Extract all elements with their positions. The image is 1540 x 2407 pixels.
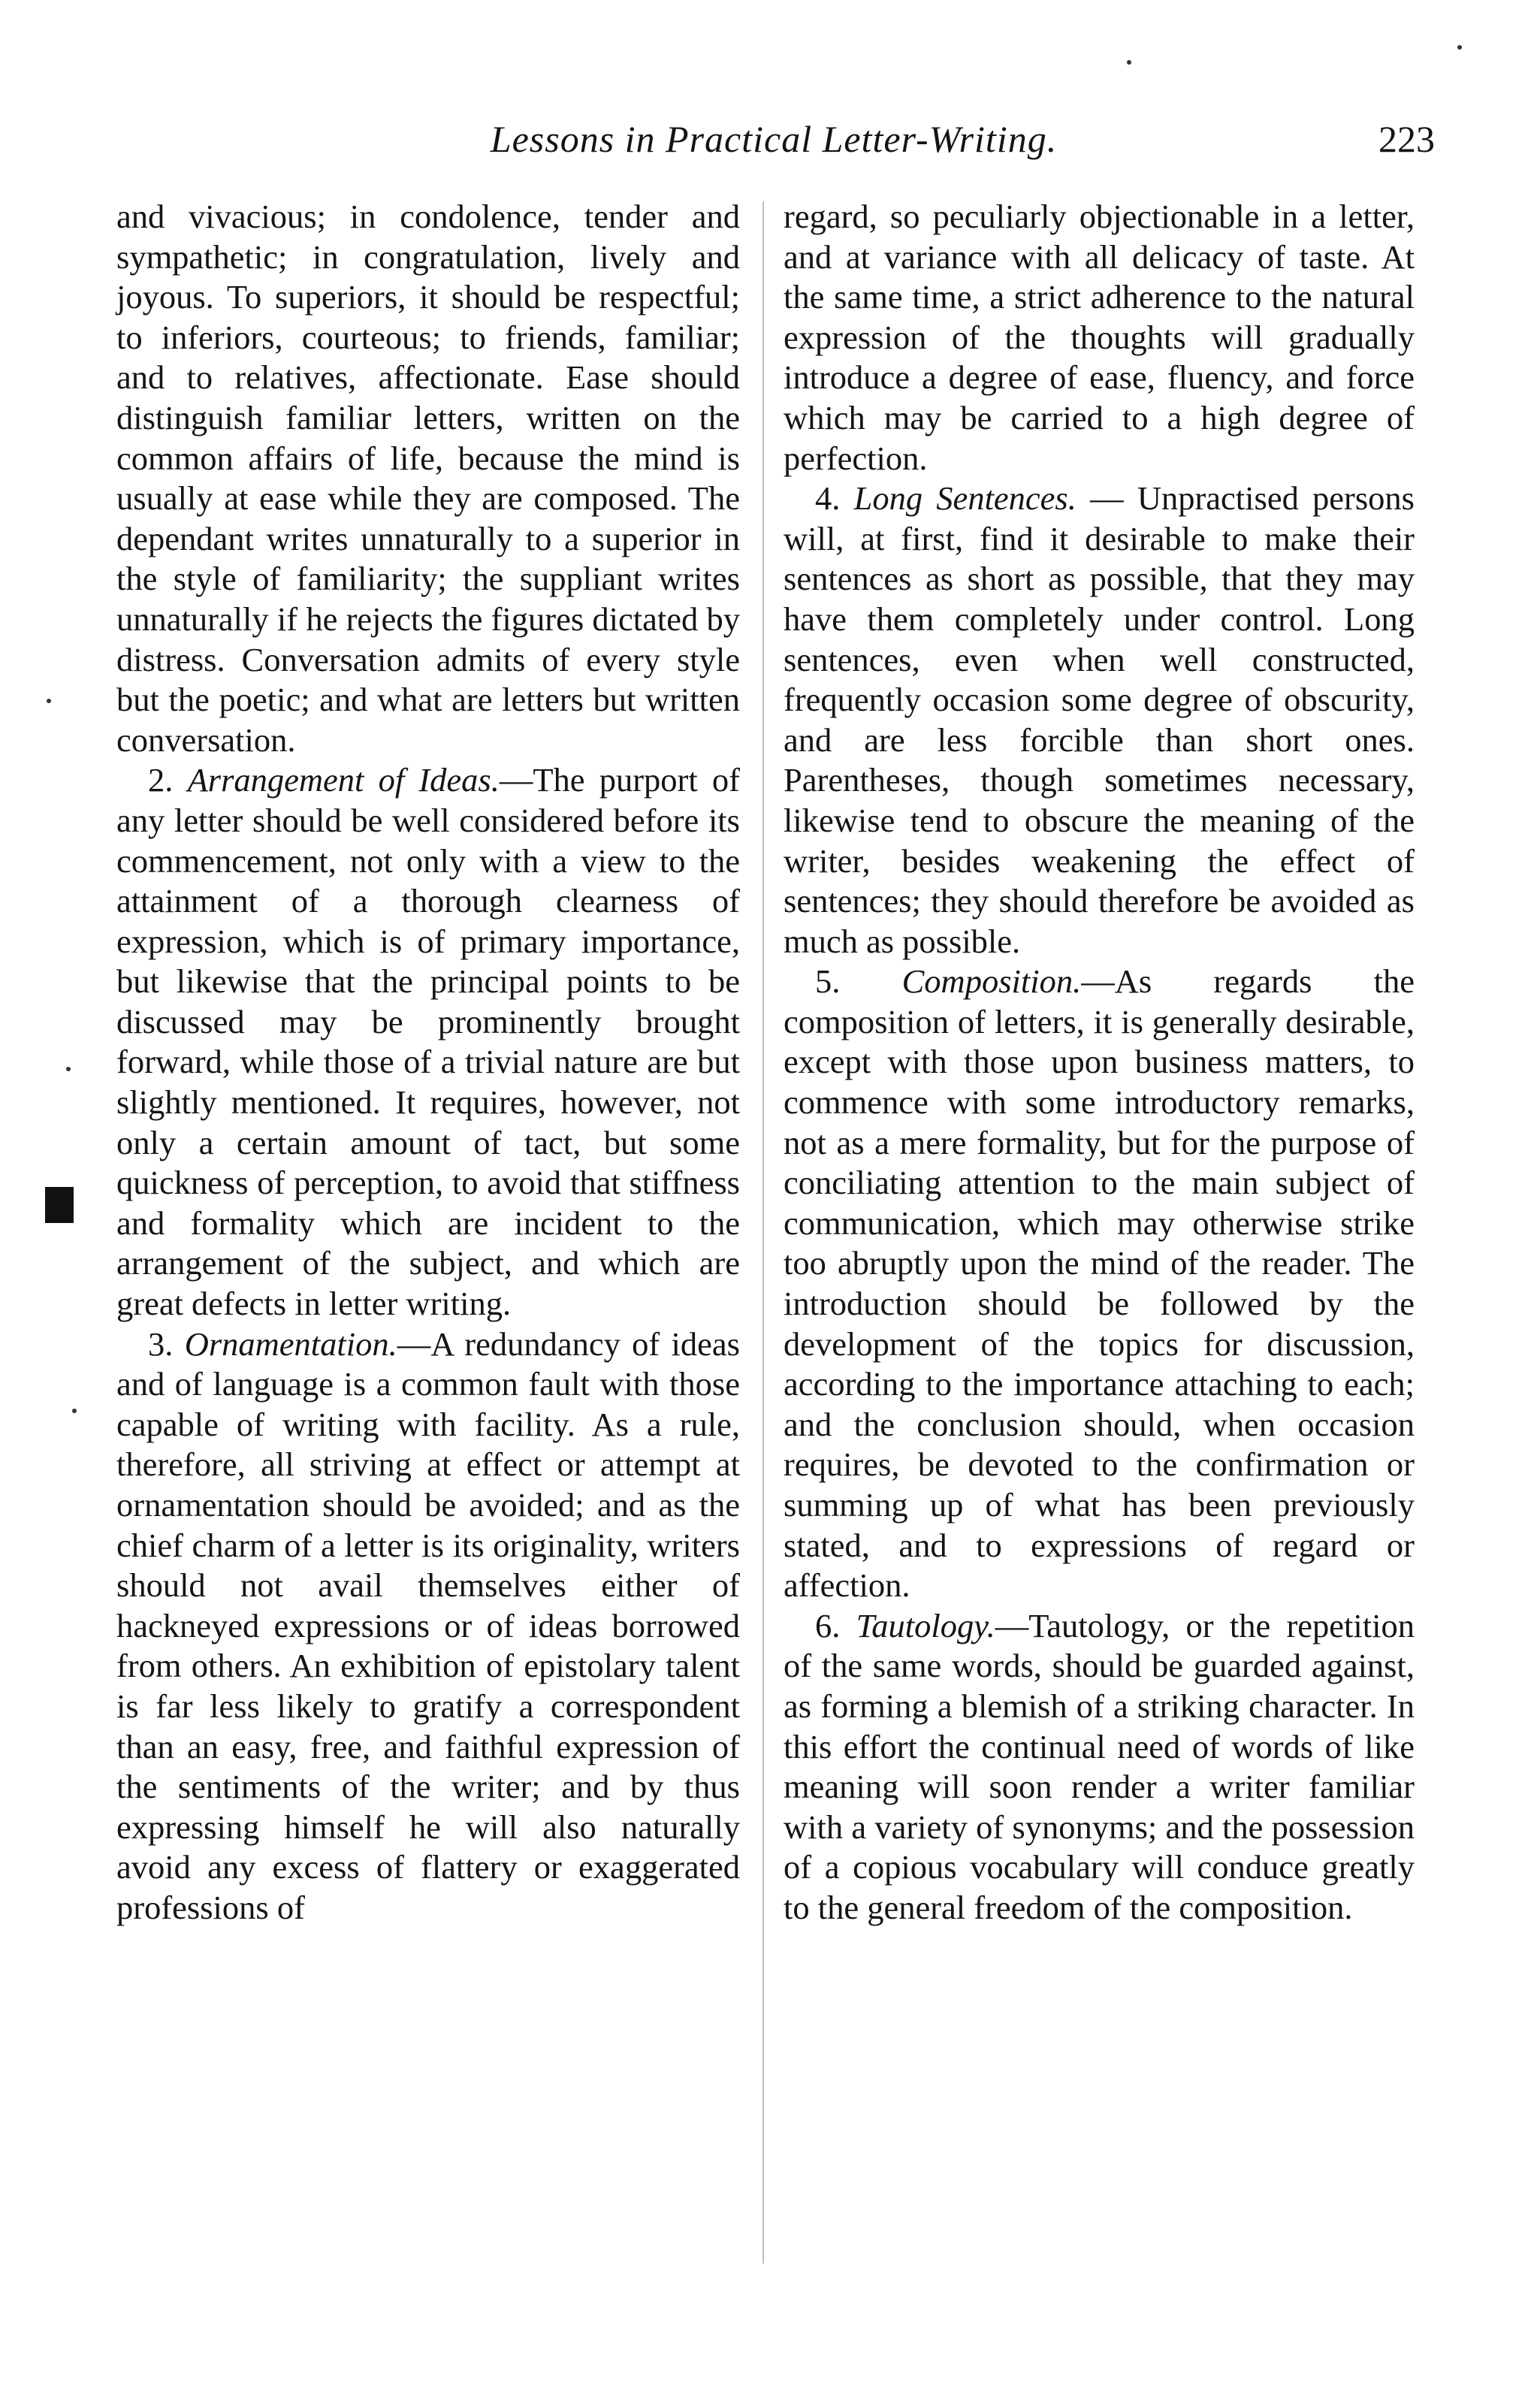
section-title: Tautology. [856,1606,995,1644]
scan-flaw-mark [45,1187,74,1223]
section-number: 3. [148,1324,174,1363]
column-divider [762,201,764,2264]
section-title: Composition. [901,962,1082,1001]
section-composition [784,962,1415,1606]
scan-speck [72,1409,77,1413]
section-text: —As regards the composition of letters, it is generally desirable, except with those upon business matters, to commence with some introductory remarks, not as a mere formality, but for the purpose of conciliating attention to the main subject of communication, which may otherwise strike too abruptly upon the mind of the reader. The introduction should be followed by the development of the topics for discussion, according to the importance attaching to each; and the conclusion should, when occasion requires, be devoted to the confirmation or summing up of what has been previously stated, and to expressions of regard or affection. [784,962,1415,1605]
section-text: — Unpractised persons will, at first, find it desirable to make their sentences as short as possible, that they may have them completely under control. Long sentences, even when well constructed, frequently occasion some degree of obscurity, and are less forcible than short ones. Parentheses, though sometimes necessary, likewise tend to obscure the meaning of the writer, besides weakening the effect of sentences; they should therefore be avoided as much as possible. [784,479,1415,960]
left-column [116,197,740,1928]
section-number: 2. [148,761,174,799]
page-number: 223 [1378,118,1435,160]
continued-paragraph: regard, so peculiarly objectionable in a letter, and at variance with all delicacy of taste. At the same time, a strict adherence to the natural expression of the thoughts will gradually introduce a degree of ease, fluency, and force which may be carried to a high degree of perfection. [784,198,1415,477]
running-head [113,113,1435,165]
running-title: Lessons in Practical Letter-Writing. [490,118,1058,160]
section-title: Long Sentences. [853,479,1076,518]
section-number: 6. [815,1606,841,1644]
right-column [784,197,1415,1928]
section-text: —A redundancy of ideas and of language is a common fault with those capable of writing with facility. As a rule, therefore, all striving at effect or attempt at ornamentation should be avoided; and as the chief charm of a letter is its originality, writers should not avail themselves either of hackneyed expressions or of ideas borrowed from others. An exhibition of epistolary talent is far less likely to gratify a correspondent than an easy, free, and faithful expression of the sentiments of the writer; and by thus expressing himself he will also naturally avoid any excess of flattery or exaggerated professions of [116,1324,740,1926]
section-tautology [784,1606,1415,1928]
section-text: —Tautology, or the repetition of the same words, should be guarded against, as forming a blemish of a striking character. In this effort the continual need of words of like meaning will soon render a writer familiar with a variety of synonyms; and the possession of a copious vocabulary will conduce greatly to the general freedom of the composition. [784,1606,1415,1926]
section-title: Ornamentation. [184,1324,397,1363]
section-number: 4. [815,479,841,518]
section-arrangement-of-ideas [116,760,740,1324]
section-ornamentation [116,1324,740,1928]
section-long-sentences [784,479,1415,962]
section-number: 5. [815,962,841,1001]
scan-speck [1457,45,1462,50]
section-title: Arrangement of Ideas. [187,761,500,799]
section-text: —The purport of any letter should be well considered before its commencement, not only with a view to the attainment of a thorough clearness of expression, which is of primary importance, but likewise that the principal points to be discussed may be prominently brought forward, while those of a trivial nature are but slightly mentioned. It requires, however, not only a certain amount of tact, but some quickness of perception, to avoid that stiffness and formality which are incident to the arrangement of the subject, and which are great defects in letter writing. [116,761,740,1323]
continued-paragraph: and vivacious; in condolence, tender and sympathetic; in congratulation, lively and joyous. To superiors, it should be respectful; to inferiors, courteous; to friends, familiar; and to relatives, affectionate. Ease should distinguish familiar letters, written on the common affairs of life, because the mind is usually at ease while they are composed. The dependant writes unnaturally to a superior in the style of familiarity; the suppliant writes unnaturally if he rejects the figures dictated by distress. Conversation admits of every style but the poetic; and what are letters but written conversation. [116,198,740,759]
scan-speck [66,1067,71,1071]
scan-speck [47,699,51,703]
scan-speck [1127,60,1131,65]
